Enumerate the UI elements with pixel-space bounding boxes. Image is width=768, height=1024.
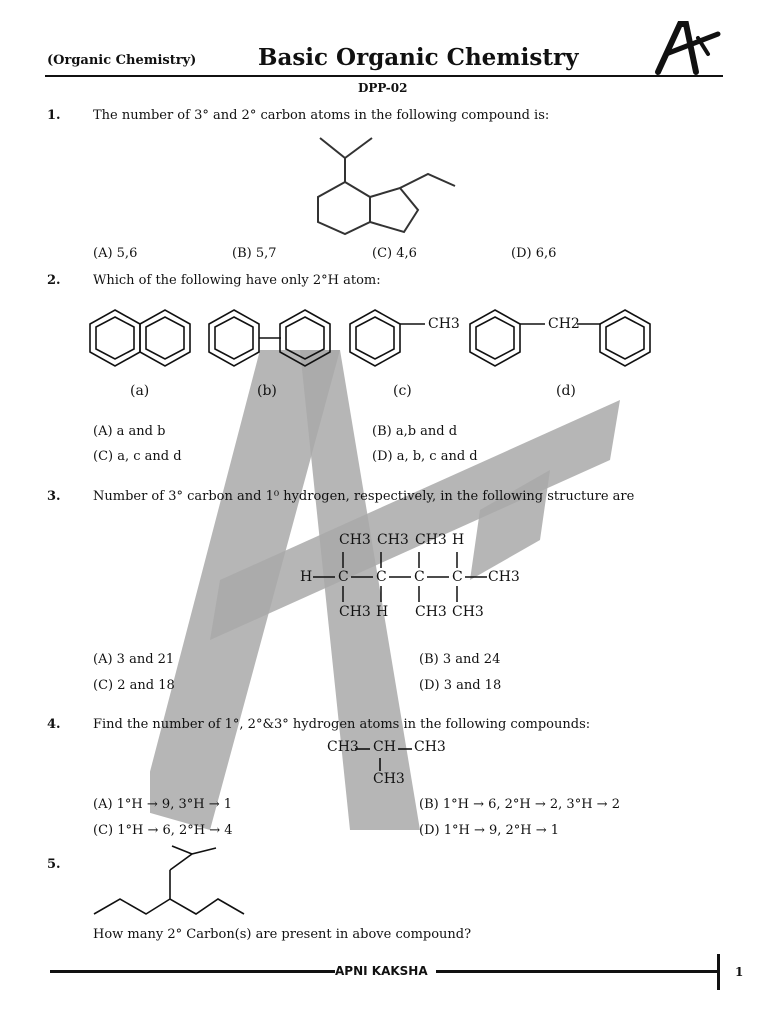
- q2-option-d[interactable]: (D) a, b, c and d: [372, 449, 478, 464]
- q2-label-d: (d): [556, 383, 576, 399]
- q1-structure: [300, 130, 470, 240]
- q3-top-4: H: [452, 532, 465, 548]
- q1-option-c[interactable]: (C) 4,6: [372, 246, 417, 261]
- q4-bonds: [350, 740, 420, 775]
- q1-option-b[interactable]: (B) 5,7: [232, 246, 277, 261]
- q5-text: How many 2° Carbon(s) are present in above compound?: [93, 927, 472, 942]
- q3-bottom-2: H: [376, 604, 389, 620]
- q3-bottom-3: CH3: [415, 604, 447, 620]
- q1-text: The number of 3° and 2° carbon atoms in the following compound is:: [93, 108, 550, 123]
- footer-brand: APNI KAKSHA: [335, 964, 428, 978]
- q4-number: 4.: [47, 717, 61, 732]
- q4-option-a[interactable]: (A) 1°H → 9, 3°H → 1: [93, 797, 233, 812]
- q3-number: 3.: [47, 489, 61, 504]
- q4-ch-center: CH: [373, 739, 396, 755]
- q3-top-2: CH3: [377, 532, 409, 548]
- q1-number: 1.: [47, 108, 61, 123]
- q5-structure: [90, 840, 255, 920]
- q2-text: Which of the following have only 2°H atom:: [93, 273, 381, 288]
- q2-option-c[interactable]: (C) a, c and d: [93, 449, 182, 464]
- q2-option-b[interactable]: (B) a,b and d: [372, 424, 458, 439]
- header-divider: [45, 75, 723, 77]
- q2-number: 2.: [47, 273, 61, 288]
- q1-option-d[interactable]: (D) 6,6: [511, 246, 557, 261]
- q4-ch3-bottom: CH3: [373, 771, 405, 787]
- q4-ch3-right: CH3: [414, 739, 446, 755]
- q2-structures: [85, 300, 665, 375]
- q3-bottom-4: CH3: [452, 604, 484, 620]
- q4-ch3-left: CH3: [327, 739, 359, 755]
- q2-ch3-label: CH3: [428, 316, 460, 332]
- q3-option-b[interactable]: (B) 3 and 24: [419, 652, 501, 667]
- q3-main-c2: C: [376, 569, 387, 585]
- footer-vertical-bar: [717, 954, 720, 990]
- q2-label-b: (b): [257, 383, 277, 399]
- q4-option-b[interactable]: (B) 1°H → 6, 2°H → 2, 3°H → 2: [419, 797, 620, 812]
- q4-text: Find the number of 1°, 2°&3° hydrogen atoms in the following compounds:: [93, 717, 591, 732]
- q3-text: Number of 3° carbon and 1⁰ hydrogen, respectively, in the following structure are: [93, 489, 635, 504]
- footer-line-left: [50, 970, 335, 973]
- q3-top-3: CH3: [415, 532, 447, 548]
- q3-main-ch3: CH3: [488, 569, 520, 585]
- q2-option-a[interactable]: (A) a and b: [93, 424, 166, 439]
- q3-top-1: CH3: [339, 532, 371, 548]
- q3-main-c1: C: [338, 569, 349, 585]
- q3-option-a[interactable]: (A) 3 and 21: [93, 652, 175, 667]
- page-number: 1: [735, 965, 744, 979]
- footer-line-right: [436, 970, 718, 973]
- q2-ch2-label: CH2: [548, 316, 580, 332]
- subject-label: (Organic Chemistry): [47, 53, 197, 68]
- q3-main-c4: C: [452, 569, 463, 585]
- q3-option-d[interactable]: (D) 3 and 18: [419, 678, 502, 693]
- q3-bottom-1: CH3: [339, 604, 371, 620]
- dpp-label: DPP-02: [358, 81, 408, 95]
- q3-main-c3: C: [414, 569, 425, 585]
- q1-option-a[interactable]: (A) 5,6: [93, 246, 138, 261]
- q3-main-h: H: [300, 569, 313, 585]
- brand-logo-icon: [650, 20, 722, 76]
- q4-option-d[interactable]: (D) 1°H → 9, 2°H → 1: [419, 823, 560, 838]
- q2-label-c: (c): [393, 383, 412, 399]
- q3-option-c[interactable]: (C) 2 and 18: [93, 678, 175, 693]
- q5-number: 5.: [47, 857, 61, 872]
- page-title: Basic Organic Chemistry: [258, 44, 579, 71]
- q4-option-c[interactable]: (C) 1°H → 6, 2°H → 4: [93, 823, 233, 838]
- q2-label-a: (a): [130, 383, 150, 399]
